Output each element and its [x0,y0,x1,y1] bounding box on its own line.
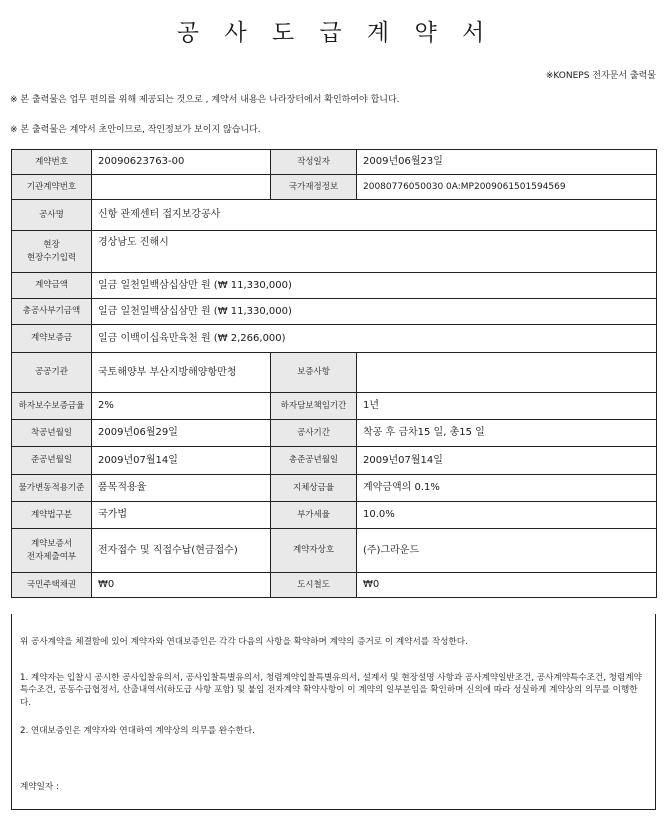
value-total-complete-date: 2009년07월14일 [357,447,657,475]
value-contract-law: 국가법 [92,502,271,529]
label-e-submit-line2: 전자제출여부 [26,551,77,562]
label-housing-bond: 국민주택채권 [12,573,92,598]
contract-table [11,149,657,598]
label-site [12,231,92,273]
notice-print-purpose: ※ 본 출력물은 업무 편의를 위해 제공되는 것으로 , 계약서 내용은 나라장터에서 확인하여야 합니다. [10,95,400,105]
label-contract-no: 계약번호 [12,150,92,175]
value-e-submit: 전자접수 및 직접수납(현금접수) [92,529,271,573]
contract-date-label: 계약일자 : [20,782,59,792]
terms-section [11,614,656,810]
value-deposit: 일금 이백이십육만육천 원 (₩ 2,266,000) [92,325,657,353]
label-contract-law: 계약법구분 [12,502,92,529]
label-total-complete-date: 총준공년월일 [271,447,357,475]
label-complete-date: 준공년월일 [12,447,92,475]
label-railway-bond: 도시철도 [271,573,357,598]
label-e-submit-line1: 계약보증서 [30,538,73,549]
value-defect-rate: 2% [92,393,271,420]
terms-item-1: 1. 계약자는 입찰시 공시한 공사입찰유의서, 공사입찰특별유의서, 청렴계약입찰특별유의서, 설계서 및 현장설명 사항과 공사계약일반조건, 공사계약특수조건, 청렴계약특수조건, 공동수급협정서, 산출내역서(하도급 사항 포함) 및 붙임 전자계약 확약사항이 이 계약의 일부분임을 확인하며 신의에 따라 성실하게 계약상의 의무를 이행한다. [20,673,642,708]
label-site-line2: 현장수기입력 [26,252,77,263]
value-guarantee [357,353,657,393]
label-price-adjust: 물가변동적용기준 [12,475,92,502]
value-delay-rate: 계약금액의 0.1% [357,475,657,502]
label-written-date: 작성일자 [271,150,357,175]
label-defect-period: 하자담보책임기간 [271,393,357,420]
value-contractor: (주)그라운드 [357,529,657,573]
label-period: 공사기간 [271,420,357,447]
label-total-amount: 총공사부기금액 [12,299,92,325]
terms-intro: 위 공사계약을 체결함에 있어 계약자와 연대보증인은 각각 다음의 사항을 확약하며 계약의 증거로 이 계약서를 작성한다. [20,637,468,647]
label-national-finance-info: 국가재정정보 [271,175,357,200]
value-ordering-agency: 국토해양부 부산지방해양항만청 [92,353,271,393]
value-railway-bond: ₩0 [357,573,657,598]
label-contractor: 계약자상호 [271,529,357,573]
value-agency-contract-no [92,175,271,200]
label-contract-amount: 계약금액 [12,273,92,299]
value-total-amount: 일금 일천일백삼십삼만 원 (₩ 11,330,000) [92,299,657,325]
value-housing-bond: ₩0 [92,573,271,598]
label-agency-contract-no: 기관계약번호 [12,175,92,200]
value-complete-date: 2009년07월14일 [92,447,271,475]
label-defect-rate: 하자보수보증금율 [12,393,92,420]
value-contract-amount: 일금 일천일백삼십삼만 원 (₩ 11,330,000) [92,273,657,299]
label-vat-rate: 부가세율 [271,502,357,529]
terms-item-2: 2. 연대보증인은 계약자와 연대하여 계약상의 의무를 완수한다. [20,726,255,736]
value-defect-period: 1년 [357,393,657,420]
notice-draft: ※ 본 출력물은 계약서 초안이므로, 작인정보가 보이지 않습니다. [10,125,261,135]
label-delay-rate: 지체상금율 [271,475,357,502]
label-guarantee: 보증사항 [271,353,357,393]
label-project-name: 공사명 [12,200,92,231]
value-site: 경상남도 진해시 [92,231,657,273]
value-vat-rate: 10.0% [357,502,657,529]
document-title: 공 사 도 급 계 약 서 [176,20,494,46]
value-project-name: 신항 관제센터 접지보강공사 [92,200,657,231]
value-national-finance-info: 20080776050030 0A:MP2009061501594569 [357,175,657,200]
label-e-submit [12,529,92,573]
value-written-date: 2009년06월23일 [357,150,657,175]
label-site-line1: 현장 [43,239,60,250]
label-deposit: 계약보증금 [12,325,92,353]
value-period: 착공 후 금차15 일, 총15 일 [357,420,657,447]
label-start-date: 착공년월일 [12,420,92,447]
source-note: ※KONEPS 전자문서 출력물 [545,71,656,81]
label-ordering-agency: 공공기관 [12,353,92,393]
value-contract-no: 20090623763-00 [92,150,271,175]
value-price-adjust: 품목적용율 [92,475,271,502]
value-start-date: 2009년06월29일 [92,420,271,447]
